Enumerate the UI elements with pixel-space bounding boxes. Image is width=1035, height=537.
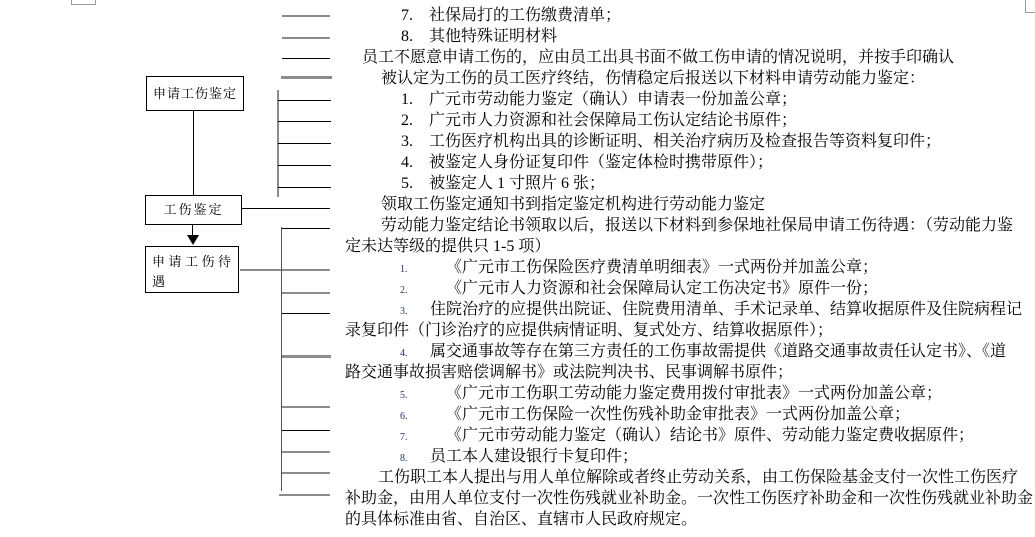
doc-line [378, 467, 1018, 488]
doc-line [401, 110, 797, 131]
doc-line [401, 26, 557, 47]
list-number: 6. [400, 411, 408, 422]
doc-line-text: 《广元市工伤保险医疗费清单明细表》一式两份并加盖公章； [446, 259, 879, 276]
list-number: 4. [401, 154, 413, 171]
doc-line [401, 89, 797, 110]
doc-line-text: 《广元市工伤职工劳动能力鉴定费用拨付审批表》一式两份加盖公章； [446, 385, 943, 402]
doc-line-text: 被认定为工伤的员工医疗终结，伤情稳定后报送以下材料申请劳动能力鉴定： [381, 70, 926, 87]
doc-line-text: 住院治疗的应提供出院证、住院费用清单、手术记录单、结算收据原件及住院病程记 [430, 301, 1023, 318]
list-number: 7. [401, 7, 413, 24]
doc-line-text: 劳动能力鉴定结论书领取以后，报送以下材料到参保地社保局申请工伤待遇：（劳动能力鉴 [381, 217, 1014, 234]
doc-line [381, 68, 925, 89]
flow-box-apply-injury-benefits[interactable]: 申请工伤待遇 [145, 246, 239, 293]
doc-line-text: 补助金，由用人单位支付一次性伤残就业补助金。一次性工伤医疗补助金和一次性伤残就业补助金 [345, 490, 1034, 507]
leader-tick-line [282, 355, 331, 358]
list-number: 8. [401, 28, 413, 45]
leader-tick-line [282, 292, 330, 294]
doc-line-text: 其他特殊证明材料 [429, 28, 558, 45]
leader-tick-line [278, 165, 331, 166]
doc-line [345, 362, 793, 383]
doc-line [345, 488, 1033, 509]
leader-tick-line [282, 406, 330, 408]
list-number: 2. [401, 112, 413, 129]
doc-line-text: 录复印件（门诊治疗的应提供病情证明、复式处方、结算收据原件）； [345, 322, 834, 339]
list-number: 5. [401, 175, 413, 192]
doc-line-text: 工伤职工本人提出与用人单位解除或者终止劳动关系，由工伤保险基金支付一次性工伤医疗 [378, 469, 1019, 486]
connector-box3-text [240, 269, 330, 271]
list-number: 3. [401, 133, 413, 150]
doc-line-text: 《广元市工伤保险一次性伤残补助金审批表》一式两份加盖公章； [446, 406, 911, 423]
doc-line [400, 341, 1006, 362]
list-number: 3. [400, 306, 408, 317]
doc-line [362, 47, 954, 68]
leader-tick-line [282, 313, 330, 314]
arrow-down-icon [187, 235, 199, 245]
doc-line [400, 404, 910, 425]
doc-line [401, 173, 605, 194]
doc-line-text: 路交通事故损害赔偿调解书》或法院判决书、民事调解书原件； [345, 364, 794, 381]
list-number: 7. [400, 432, 408, 443]
leader-tick-line [281, 76, 332, 79]
doc-line-text: 工伤医疗机构出具的诊断证明、相关治疗病历及检查报告等资料复印件； [429, 133, 942, 150]
doc-line [400, 278, 878, 299]
doc-line-text: 被鉴定人身份证复印件（鉴定体检时携带原件）； [429, 154, 774, 171]
leader-tick-line [278, 121, 331, 122]
list-number: 8. [400, 453, 408, 464]
doc-line-text: 广元市劳动能力鉴定（确认）申请表一份加盖公章； [429, 91, 798, 108]
leader-tick-line [278, 143, 331, 144]
flow-box-injury-appraisal[interactable]: 工伤鉴定 [145, 195, 242, 225]
leader-tick-line [282, 58, 330, 59]
doc-line-text: 《广元市劳动能力鉴定（确认）结论书》原件、劳动能力鉴定费收据原件； [446, 427, 975, 444]
leader-tick-line [282, 451, 330, 453]
doc-line-text: 广元市人力资源和社会保障局工伤认定结论书原件； [429, 112, 798, 129]
leader-tick-line [278, 100, 331, 101]
doc-line [401, 152, 773, 173]
doc-line [401, 5, 621, 26]
flow-box-apply-injury-appraisal[interactable]: 申请工伤鉴定 [146, 76, 244, 111]
doc-line-text: 的具体标准由省、自治区、直辖市人民政府规定。 [345, 511, 698, 528]
connector-box1-box2 [193, 110, 194, 195]
list-number: 4. [400, 348, 408, 359]
list-number: 1. [400, 264, 408, 275]
list-number: 5. [400, 390, 408, 401]
doc-line [345, 236, 550, 257]
doc-line-text: 定未达等级的提供只 1-5 项） [345, 238, 551, 255]
doc-line-text: 领取工伤鉴定通知书到指定鉴定机构进行劳动能力鉴定 [381, 196, 766, 213]
doc-line [381, 215, 1013, 236]
cutoff-flow-box-top [71, 0, 96, 5]
doc-line [381, 194, 765, 215]
connector-box2-text [241, 208, 330, 209]
doc-line-text: 属交通事故等存在第三方责任的工伤事故需提供《道路交通事故责任认定书》、《道 [430, 343, 1007, 360]
doc-line-text: 被鉴定人 1 寸照片 6 张； [429, 175, 606, 192]
list-number: 1. [401, 91, 413, 108]
doc-line [400, 257, 878, 278]
doc-line [401, 131, 941, 152]
doc-line [400, 446, 638, 467]
doc-line-text: 员工本人建设银行卡复印件； [430, 448, 639, 465]
leader-tick-line [278, 187, 331, 188]
leader-tick-line [279, 494, 330, 496]
list-number: 2. [400, 285, 408, 296]
doc-line [400, 299, 1022, 320]
doc-line-text: 社保局打的工伤缴费清单； [429, 7, 622, 24]
leader-tick-line [282, 430, 330, 431]
doc-line [400, 383, 942, 404]
leader-tick-line [282, 15, 330, 17]
doc-line-text: 员工不愿意申请工伤的，应由员工出具书面不做工伤申请的情况说明，并按手印确认 [362, 49, 955, 66]
doc-line [400, 425, 974, 446]
cutoff-bracket-top-right [1025, 0, 1035, 13]
doc-line [345, 509, 697, 530]
leader-tick-line [282, 472, 330, 474]
leader-tick-line [282, 37, 330, 39]
doc-line [345, 320, 833, 341]
doc-line-text: 《广元市人力资源和社会保障局认定工伤决定书》原件一份； [446, 280, 879, 297]
leader-tick-line [282, 228, 330, 229]
